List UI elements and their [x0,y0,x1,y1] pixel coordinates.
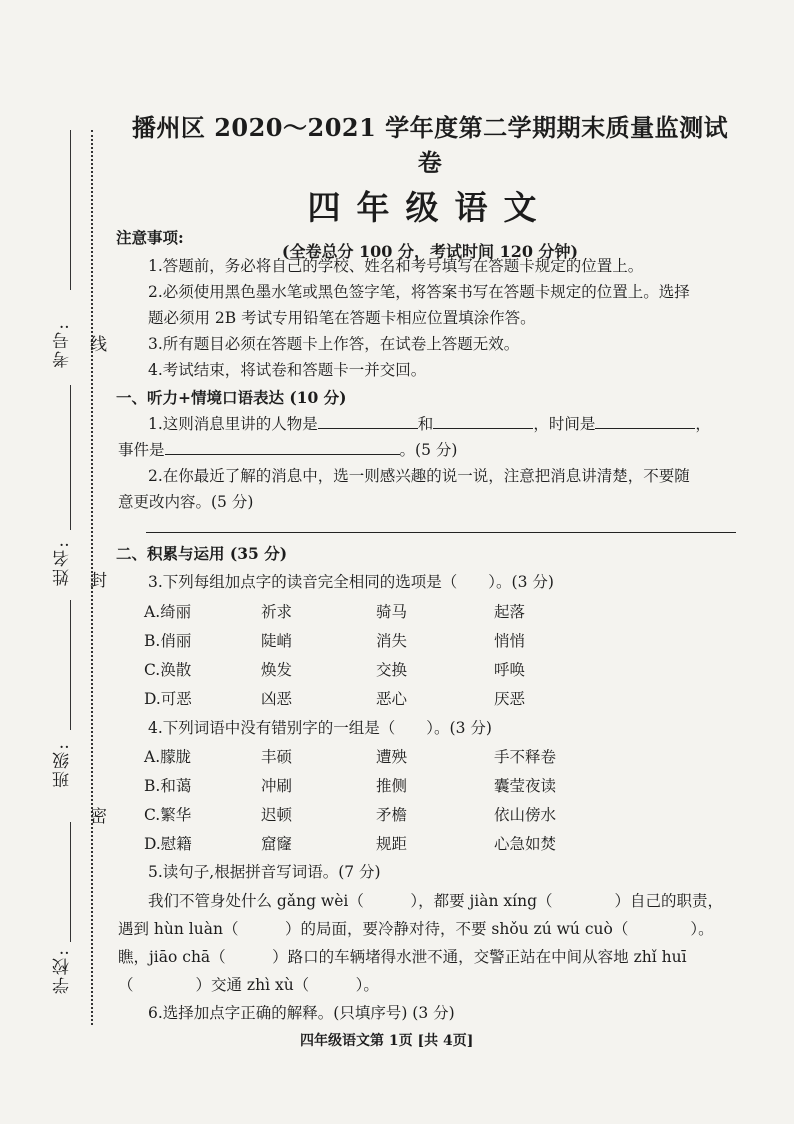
school-line [70,822,71,942]
question-3: 3.下列每组加点字的读音完全相同的选项是（ ）。(3 分) [148,573,554,591]
answer-blank[interactable] [433,414,533,429]
q5-sentence-line: 瞧，jiāo chā（ ）路口的车辆堵得水泄不通，交警正站在中间从容地 zhǐ huī [118,948,687,966]
option-cell: 交换 [376,661,408,679]
q5-sentence-line: 我们不管身处什么 gǎng wèi（ ），都要 jiàn xíng（ ）自己的职责， [148,892,724,910]
q1-score: 。(5 分) [399,441,458,459]
answer-blank[interactable] [595,414,695,429]
option-cell: 厌恶 [494,690,526,708]
option-cell: 消失 [376,632,408,650]
seal-mi-char: 密 [90,807,107,827]
q3-option-row [144,629,744,651]
q1-text: 1.这则消息里讲的人物是 [148,415,318,433]
question-2-line1: 2.在你最近了解的消息中，选一则感兴趣的说一说，注意把消息讲清楚，不要随 [148,467,690,485]
note-item: 1.答题前，务必将自己的学校、姓名和考号填写在答题卡规定的位置上。 [148,257,644,275]
q5-sentence-line: 遇到 hùn luàn（ ）的局面，要冷静对待，不要 shǒu zú wú cuò（ ）。 [118,920,714,938]
notes-heading: 注意事项: [116,228,184,247]
class-line [70,600,71,730]
option-cell: C.涣散 [144,661,192,679]
section1-heading: 一、听力+情境口语表达 (10 分) [116,388,347,407]
option-cell: 窟窿 [261,835,293,853]
seal-feng-char: 封 [90,571,107,591]
option-cell: 丰硕 [261,748,293,766]
option-cell: B.和蔼 [144,777,192,795]
option-cell: C.繁华 [144,806,192,824]
option-cell: 骑马 [376,603,408,621]
q5-sentence-line: （ ）交通 zhì xù（ ）。 [118,976,379,994]
seal-line-char: 线 [90,335,107,355]
section2-heading: 二、积累与运用 (35 分) [116,544,288,563]
note-item: 2.必须使用黑色墨水笔或黑色签字笔，将答案书写在答题卡规定的位置上。选择 [148,283,690,301]
option-cell: 恶心 [376,690,408,708]
exam-info: (全卷总分 100 分，考试时间 120 分钟) [281,242,579,261]
answer-blank[interactable] [318,414,418,429]
option-cell: 起落 [494,603,526,621]
q4-option-row [144,774,744,796]
q3-option-row [144,658,744,680]
question-1 [148,412,711,434]
exam-header [120,108,740,262]
option-cell: 心急如焚 [494,835,557,853]
q4-option-row [144,803,744,825]
option-cell: 冲刷 [261,777,293,795]
name-label: 姓名: [53,540,73,586]
note-item: 题必须用 2B 考试专用铅笔在答题卡相应位置填涂作答。 [148,309,536,327]
q1-comma: ， [695,415,711,433]
q4-option-row [144,832,744,854]
q1-event: 事件是 [118,441,165,459]
option-cell: 祈求 [261,603,293,621]
option-cell: 呼唤 [494,661,526,679]
class-label: 班级: [53,742,73,788]
q1-and: 和 [417,415,434,433]
option-cell: 迟顿 [261,806,293,824]
q3-option-row [144,687,744,709]
option-cell: 手不释卷 [494,748,557,766]
option-cell: 依山傍水 [494,806,557,824]
question-5: 5.读句子,根据拼音写词语。(7 分) [148,863,381,881]
option-cell: 凶恶 [261,690,293,708]
question-4: 4.下列词语中没有错别字的一组是（ ）。(3 分) [148,719,492,737]
option-cell: 焕发 [261,661,293,679]
option-cell: B.俏丽 [144,632,192,650]
q3-option-row [144,600,744,622]
option-cell: 囊莹夜读 [494,777,557,795]
option-cell: A.朦胧 [144,748,192,766]
question-6: 6.选择加点字正确的解释。(只填序号) (3 分) [148,1004,455,1022]
exam-title: 播州区 2020～2021 学年度第二学期期末质量监测试卷 [131,113,729,177]
option-cell: 推侧 [376,777,408,795]
option-cell: A.绮丽 [144,603,192,621]
name-line [70,385,71,530]
option-cell: 矛檐 [376,806,408,824]
option-cell: 陡峭 [261,632,293,650]
answer-blank[interactable] [165,440,400,455]
exam-no-label: 考号: [53,322,73,368]
q4-option-row [144,745,744,767]
option-cell: D.慰籍 [144,835,192,853]
option-cell: 悄悄 [494,632,526,650]
option-cell: 规距 [376,835,408,853]
exam-no-line [70,130,71,290]
answer-line[interactable] [146,532,736,533]
option-cell: D.可恶 [144,690,192,708]
note-item: 4.考试结束，将试卷和答题卡一并交回。 [148,361,427,379]
subject-title: 四年级语文 [307,188,553,227]
note-item: 3.所有题目必须在答题卡上作答，在试卷上答题无效。 [148,335,520,353]
page-footer: 四年级语文第 1页 [共 4页] [300,1033,474,1049]
option-cell: 遭殃 [376,748,408,766]
q1-time: ，时间是 [533,415,596,433]
school-label: 学校: [53,948,73,994]
question-2-line2: 意更改内容。(5 分) [118,493,254,511]
question-1-cont [118,438,457,460]
